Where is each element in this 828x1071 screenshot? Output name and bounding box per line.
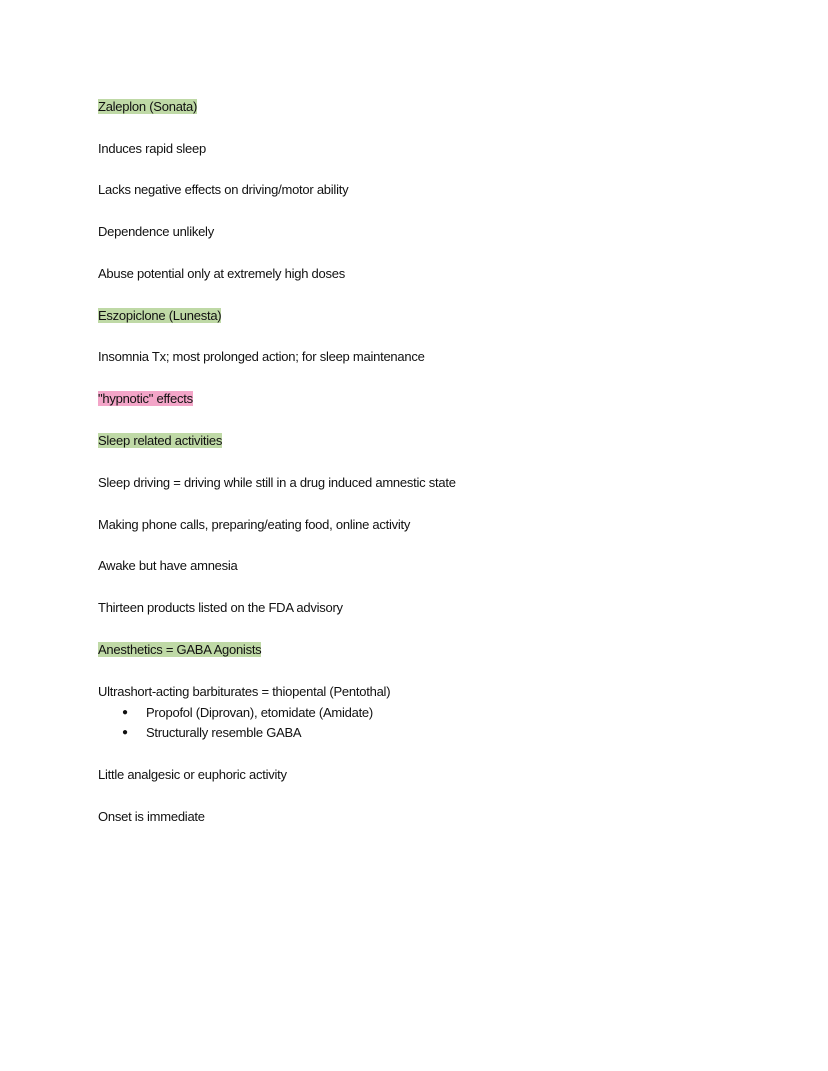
text-line: Making phone calls, preparing/eating food, online activity	[98, 517, 411, 532]
text-line: Insomnia Tx; most prolonged action; for sleep maintenance	[98, 349, 425, 364]
bullet-icon: ●	[122, 727, 129, 738]
heading-eszopiclone: Eszopiclone (Lunesta)	[98, 308, 222, 323]
text-line: Ultrashort-acting barbiturates = thiopental (Pentothal)	[98, 684, 391, 699]
bullet-item: Propofol (Diprovan), etomidate (Amidate)	[146, 705, 373, 720]
text-line: Abuse potential only at extremely high doses	[98, 266, 345, 281]
heading-sleep-related-activities: Sleep related activities	[98, 433, 223, 448]
heading-anesthetics: Anesthetics = GABA Agonists	[98, 642, 262, 657]
bullet-item: Structurally resemble GABA	[146, 725, 302, 740]
bullet-icon: ●	[122, 707, 129, 718]
text-line: Dependence unlikely	[98, 224, 214, 239]
text-line: Induces rapid sleep	[98, 141, 206, 156]
heading-hypnotic-effects: "hypnotic" effects	[98, 391, 193, 406]
text-line: Little analgesic or euphoric activity	[98, 767, 287, 782]
text-line: Thirteen products listed on the FDA advisory	[98, 600, 343, 615]
text-line: Sleep driving = driving while still in a drug induced amnestic state	[98, 475, 456, 490]
text-line: Onset is immediate	[98, 809, 205, 824]
text-line: Lacks negative effects on driving/motor ability	[98, 182, 349, 197]
text-line: Awake but have amnesia	[98, 558, 238, 573]
heading-zaleplon: Zaleplon (Sonata)	[98, 99, 198, 114]
